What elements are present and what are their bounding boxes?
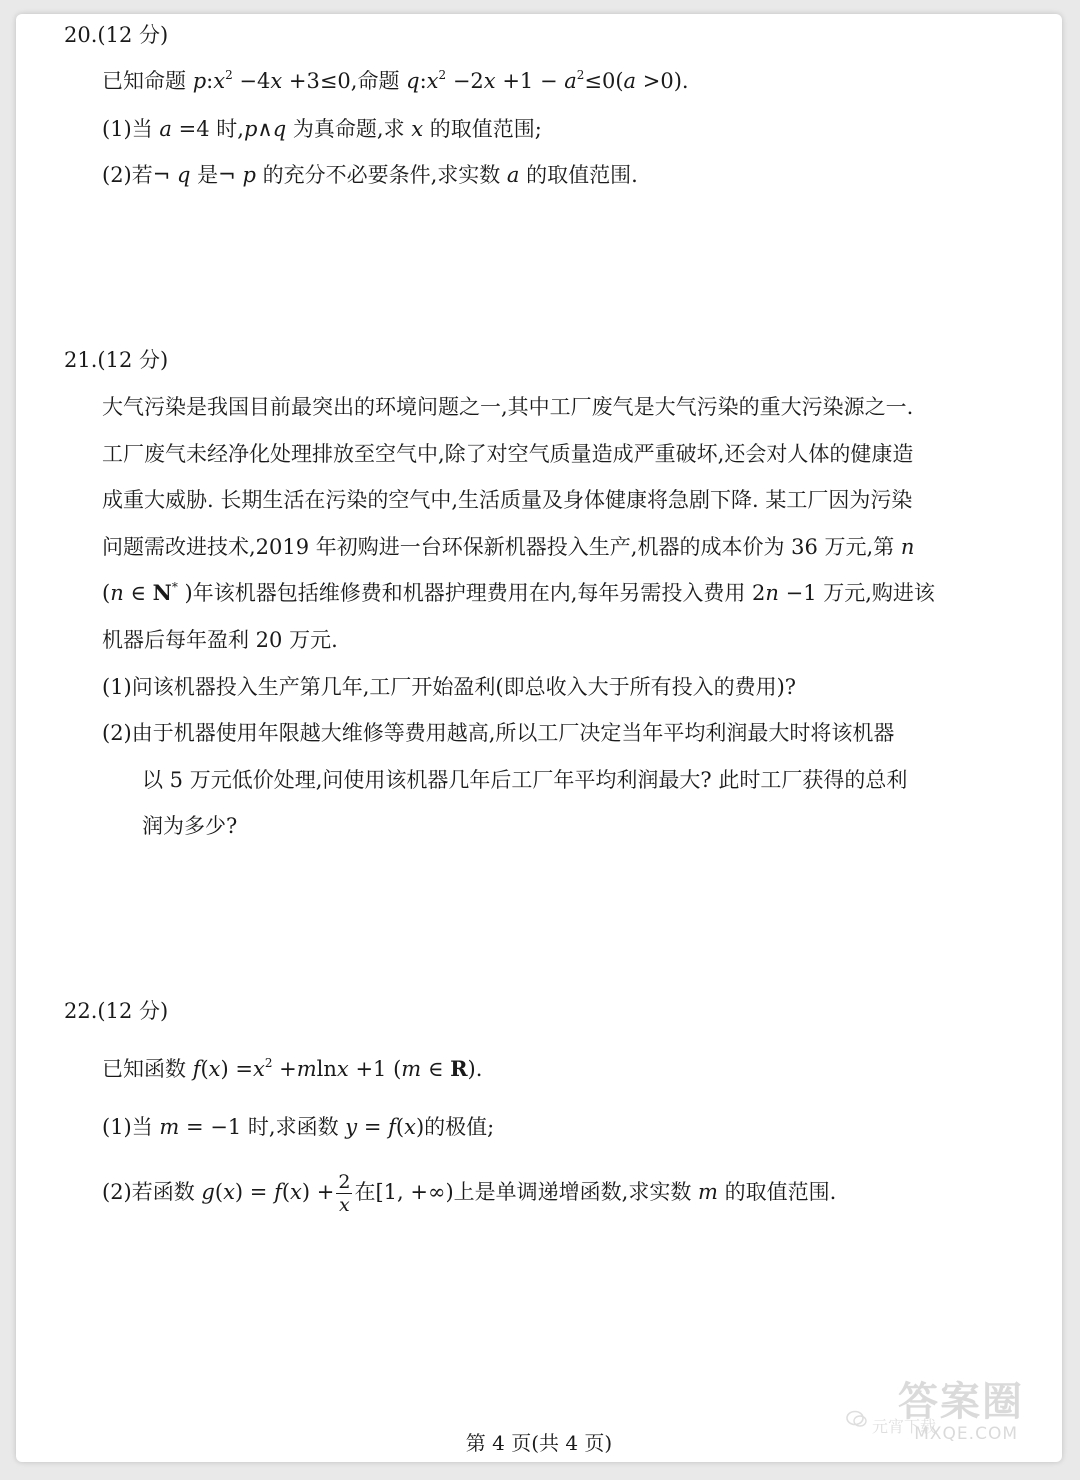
q20-part2: (2)若¬ q 是¬ p 的充分不必要条件,求实数 a 的取值范围. — [102, 163, 638, 187]
q21-part1: (1)问该机器投入生产第几年,工厂开始盈利(即总收入大于所有投入的费用)? — [102, 675, 797, 699]
chat-bubble-icon — [846, 1410, 868, 1428]
q21-line-1: 大气污染是我国目前最突出的环境问题之一,其中工厂废气是大气污染的重大污染源之一. — [102, 395, 914, 419]
q22-heading: 22.(12 分) — [64, 999, 169, 1023]
q20-part1: (1)当 a =4 时,p∧q 为真命题,求 x 的取值范围; — [102, 117, 542, 141]
q22-part2: (2)若函数 g(x) = f(x) + $\frac{2}{x}$ 在[1, +∞)上是单调递增函数,求实数 m 的取值范围. — [102, 1171, 837, 1216]
q20-stem: 已知命题 $p:x^2 -4x +3\le 0$,命题 $q:x^2 -2x +1 - a^2\le 0(a >0)$. — [102, 68, 689, 93]
q21-heading: 21.(12 分) — [64, 348, 169, 372]
q22-stem: 已知函数 $f(x) =x^2 +mlnx +1$ (m ∈ R). — [102, 1056, 483, 1081]
q20-heading: 20.(12 分) — [64, 23, 169, 47]
q21-line-6: 机器后每年盈利 20 万元. — [102, 628, 338, 652]
q22-part1: (1)当 m = −1 时,求函数 y = f(x)的极值; — [102, 1115, 495, 1139]
q21-line-2: 工厂废气未经净化处理排放至空气中,除了对空气质量造成严重破坏,还会对人体的健康造 — [102, 442, 914, 466]
q21-part2-line-3: 润为多少? — [142, 814, 238, 838]
q21-line-4: 问题需改进技术,2019 年初购进一台环保新机器投入生产,机器的成本价为 36 万元,第 n — [102, 535, 915, 559]
watermark-title: 答案圈 — [898, 1379, 1024, 1425]
q21-line-3: 成重大威胁. 长期生活在污染的空气中,生活质量及身体健康将急剧下降. 某工厂因为污染 — [102, 488, 913, 512]
page-footer: 第 4 页(共 4 页) — [465, 1431, 613, 1455]
exam-page — [16, 14, 1062, 1462]
watermark-subtitle: 元宵下载 — [872, 1417, 937, 1436]
fraction-two-over-x: $\frac{2}{x}$ — [338, 1171, 351, 1216]
q21-part2-line-2: 以 5 万元低价处理,问使用该机器几年后工厂年平均利润最大? 此时工厂获得的总利 — [142, 768, 908, 792]
watermark-site: MXQE.COM — [914, 1424, 1018, 1444]
watermark — [846, 1370, 1036, 1444]
q21-line-5: (n ∈ N* )年该机器包括维修费和机器护理费用在内,每年另需投入费用 2n −1 万元,购进该 — [102, 580, 935, 605]
q21-part2-line-1: (2)由于机器使用年限越大维修等费用越高,所以工厂决定当年平均利润最大时将该机器 — [102, 721, 895, 745]
